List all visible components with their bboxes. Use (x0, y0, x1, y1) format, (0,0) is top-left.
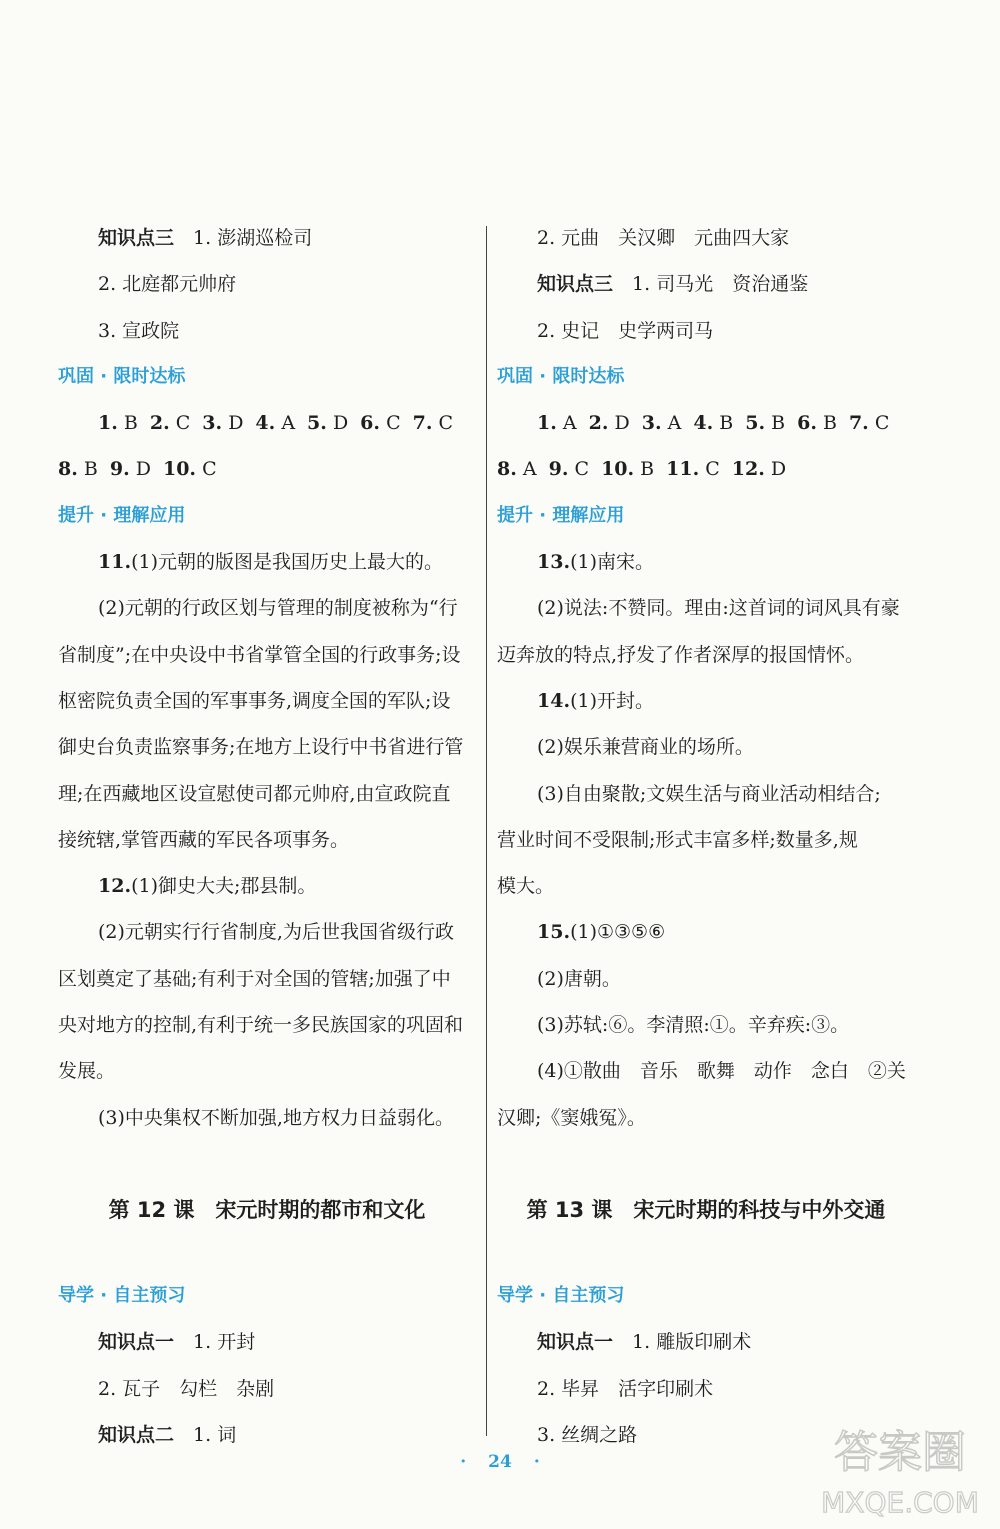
answer-number: 7. (848, 412, 869, 435)
answer-number: 9. (109, 458, 130, 481)
section-heading: 导学 · 自主预习 (497, 1284, 625, 1306)
answer-choice: B (822, 412, 837, 435)
kp3-line (58, 218, 476, 264)
kp-item: 1. 澎湖巡检司 (193, 227, 313, 249)
answer-number: 4. (693, 412, 714, 435)
kp-label: 知识点三 (98, 227, 175, 249)
answer-choice: D (770, 458, 787, 481)
answer-text: (1)南宋。 (570, 551, 654, 574)
answer-number: 2. (588, 412, 609, 435)
kp-item: 1. 词 (193, 1423, 237, 1446)
answer-text: (2)元朝实行行省制度,为后世我国省级行政 (98, 921, 454, 944)
answer-text: 央对地方的控制,有利于统一多民族国家的巩固和 (58, 1014, 464, 1037)
page-number-text: 24 (488, 1452, 512, 1472)
answer-number: 6. (360, 412, 381, 435)
answer-number: 8. (58, 458, 78, 481)
answer-choice: D (332, 412, 349, 435)
answer-item (732, 449, 786, 489)
answer-choice: B (640, 458, 655, 481)
answer-text: (1)①③⑤⑥ (570, 921, 666, 944)
answer-item (163, 449, 217, 489)
answer-text: 枢密院负责全国的军事事务,调度全国的军队;设 (58, 689, 451, 712)
answer-text: 御史台负责监察事务;在地方上设行中书省进行管 (58, 736, 464, 759)
svg-text:答案圈: 答案圈 (834, 1427, 966, 1478)
answer-item (150, 403, 190, 443)
answer-text: 接统辖,掌管西藏的军民各项事务。 (58, 828, 350, 851)
answer-choice: D (135, 458, 151, 481)
answer-number: 4. (255, 412, 276, 435)
answer-item (797, 403, 837, 443)
answer-text: 省制度”;在中央设中书省掌管全国的行政事务;设 (58, 643, 461, 666)
answer-number: 12. (731, 458, 765, 481)
section-heading: 提升 · 理解应用 (497, 504, 625, 526)
answer-item (307, 403, 348, 443)
answer-choice: B (123, 412, 138, 435)
answer-choice: A (667, 412, 682, 435)
answer-choice: C (175, 412, 191, 435)
answer-choice: C (438, 412, 454, 435)
answer-item (58, 449, 98, 489)
answer-choice: A (562, 412, 577, 435)
question-number: 15. (537, 921, 571, 944)
answer-text: (3)自由聚散;文娱生活与商业活动相结合; (537, 782, 881, 805)
svg-text:MXQE.COM: MXQE.COM (821, 1486, 979, 1519)
answer-item (98, 403, 138, 443)
answer-text: (1)开封。 (570, 689, 654, 712)
kp3-line (497, 264, 915, 310)
answer-item (537, 403, 577, 443)
answer-item (413, 403, 453, 443)
kp-label: 知识点二 (98, 1423, 175, 1446)
answer-choice: C (705, 458, 720, 481)
answer-text: (3)苏轼:⑥。李清照:①。辛弃疾:③。 (537, 1014, 850, 1037)
answer-text: 模大。 (497, 875, 555, 898)
answer-item (601, 449, 654, 489)
answer-text: (2)娱乐兼营商业的场所。 (537, 736, 754, 759)
kp-item: 2. 元曲 关汉卿 元曲四大家 (537, 227, 790, 249)
answer-item (849, 403, 889, 443)
lesson-title: 第 12 课 宋元时期的都市和文化 (108, 1197, 426, 1222)
question-number: 11. (98, 551, 132, 574)
section-heading: 巩固 · 限时达标 (58, 365, 186, 387)
answer-item (255, 403, 295, 443)
answer-number: 11. (666, 458, 700, 481)
answer-number: 6. (797, 412, 817, 435)
answer-choice: C (202, 458, 217, 481)
kp-item: 2. 北庭都元帅府 (98, 273, 237, 296)
answer-number: 8. (497, 458, 517, 481)
answer-number: 3. (641, 412, 662, 435)
answer-row (58, 449, 476, 495)
answer-item (202, 403, 243, 443)
section-heading: 提升 · 理解应用 (58, 504, 186, 526)
answer-text: 发展。 (58, 1060, 116, 1083)
question-number: 13. (537, 551, 571, 574)
q14-line (497, 681, 915, 727)
answer-choice: A (522, 458, 537, 481)
answer-number: 1. (537, 412, 557, 435)
q12-line (58, 866, 476, 912)
answer-row (497, 449, 915, 495)
answer-text: (1)御史大夫;郡县制。 (131, 875, 317, 898)
kp1-line (58, 1322, 476, 1368)
answer-row (58, 403, 476, 449)
watermark-logo (810, 1412, 990, 1522)
answer-text: (1)元朝的版图是我国历史上最大的。 (131, 551, 443, 574)
kp-label: 知识点三 (537, 273, 614, 296)
kp-item: 2. 瓦子 勾栏 杂剧 (98, 1377, 275, 1400)
lesson-title: 第 13 课 宋元时期的科技与中外交通 (526, 1197, 886, 1222)
answer-row (497, 403, 915, 449)
q11-line (58, 542, 476, 588)
answer-text: (4)①散曲 音乐 歌舞 动作 念白 ②关 (537, 1060, 906, 1083)
kp1-line (497, 1322, 915, 1368)
answer-number: 5. (307, 412, 327, 435)
q15-line (497, 912, 915, 958)
page-number: · 24 · (460, 1452, 540, 1472)
section-heading: 导学 · 自主预习 (58, 1284, 186, 1306)
kp-item: 3. 宣政院 (98, 319, 180, 342)
answer-number: 7. (412, 412, 433, 435)
answer-choice: D (614, 412, 630, 435)
answer-number: 10. (162, 458, 197, 481)
answer-number: 2. (149, 412, 170, 435)
answer-text: (2)说法:不赞同。理由:这首词的词风具有豪 (537, 597, 900, 620)
answer-item (549, 449, 589, 489)
answer-text: (3)中央集权不断加强,地方权力日益弱化。 (98, 1106, 454, 1129)
question-number: 14. (537, 689, 571, 712)
answer-text: 营业时间不受限制;形式丰富多样;数量多,规 (497, 828, 858, 851)
column-divider (486, 226, 487, 1436)
kp-label: 知识点一 (98, 1331, 175, 1354)
answer-item (110, 449, 151, 489)
kp-item: 2. 毕昇 活字印刷术 (537, 1377, 714, 1400)
kp-item: 1. 司马光 资治通鉴 (632, 273, 809, 296)
answer-number: 9. (548, 458, 569, 481)
answer-choice: C (874, 412, 890, 435)
question-number: 12. (98, 875, 132, 898)
answer-item (642, 403, 682, 443)
right-column (497, 218, 915, 1461)
answer-item (693, 403, 733, 443)
answer-item (666, 449, 720, 489)
answer-text: (2)元朝的行政区划与管理的制度被称为“行 (98, 597, 458, 620)
kp-item: 1. 雕版印刷术 (632, 1331, 752, 1354)
answer-number: 10. (601, 458, 635, 481)
answer-choice: B (719, 412, 734, 435)
kp-item: 1. 开封 (193, 1331, 256, 1354)
answer-text: (2)唐朝。 (537, 967, 621, 990)
answer-number: 3. (202, 412, 223, 435)
section-heading: 巩固 · 限时达标 (497, 365, 625, 387)
answer-choice: C (574, 458, 590, 481)
answer-item (745, 403, 785, 443)
answer-choice: C (386, 412, 401, 435)
left-column (58, 218, 476, 1461)
answer-choice: B (771, 412, 786, 435)
kp-item: 3. 丝绸之路 (537, 1423, 638, 1446)
q13-line (497, 542, 915, 588)
answer-choice: B (83, 458, 98, 481)
answer-text: 汉卿;《窦娥冤》。 (497, 1106, 646, 1129)
answer-text: 理;在西藏地区设宣慰使司都元帅府,由宣政院直 (58, 782, 451, 805)
answer-text: 区划奠定了基础;有利于对全国的管辖;加强了中 (58, 967, 451, 990)
answer-number: 1. (98, 412, 118, 435)
answer-item (589, 403, 630, 443)
kp-item: 2. 史记 史学两司马 (537, 319, 714, 342)
answer-choice: A (281, 412, 296, 435)
answer-text: 迈奔放的特点,抒发了作者深厚的报国情怀。 (497, 643, 865, 666)
answer-number: 5. (745, 412, 766, 435)
answer-choice: D (228, 412, 244, 435)
answer-item (360, 403, 400, 443)
answer-item (497, 449, 537, 489)
kp-label: 知识点一 (537, 1331, 614, 1354)
